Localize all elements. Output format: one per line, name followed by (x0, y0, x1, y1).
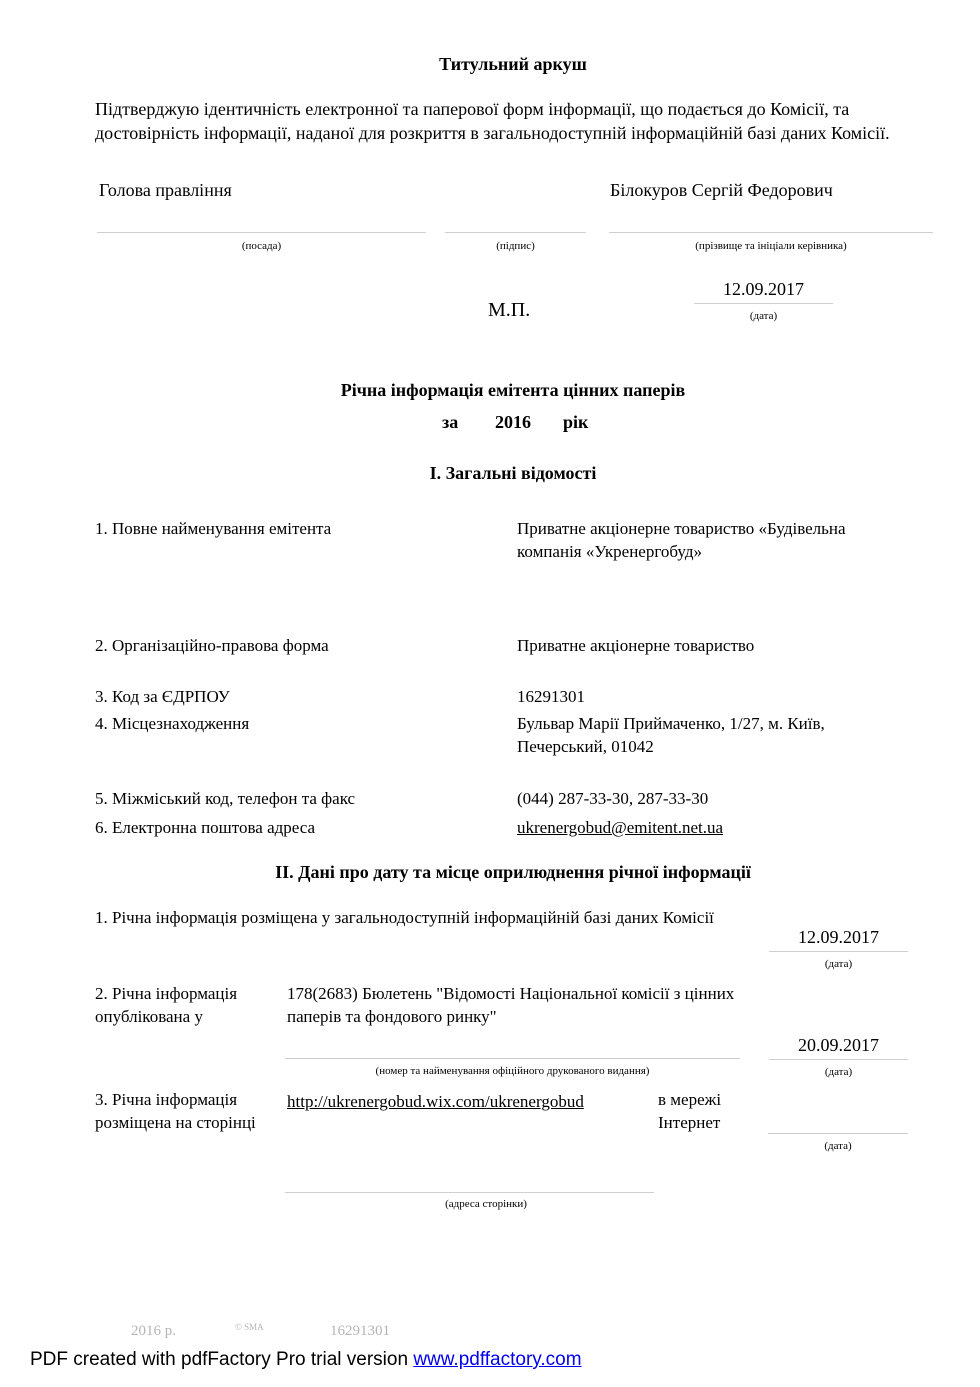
item3-caption: (адреса сторінки) (445, 1198, 527, 1210)
item2-date: 20.09.2017 (798, 1035, 879, 1055)
pdffactory-text: PDF created with pdfFactory Pro trial version (30, 1349, 414, 1370)
row1-value: Приватне акціонерне товариство «Будівельна компанія «Укренергобуд» (517, 519, 846, 561)
report-title: Річна інформація емітента цінних паперів (340, 380, 686, 400)
row1-label: 1. Повне найменування емітента (95, 519, 332, 538)
row2-label: 2. Організаційно-правова форма (95, 636, 329, 655)
row2-value: Приватне акціонерне товариство (517, 636, 755, 655)
position-line (97, 232, 426, 233)
item3-date-line (768, 1133, 908, 1134)
manager-position: Голова правління (99, 180, 232, 200)
section2-heading: II. Дані про дату та місце оприлюднення річної інформації (275, 862, 751, 882)
email-link[interactable]: ukrenergobud@emitent.net.ua (517, 818, 724, 837)
item3-label: 3. Річна інформація розміщена на сторінці (95, 1090, 256, 1132)
item1-label: 1. Річна інформація розміщена у загальнодоступній інформаційній базі даних Комісії (95, 908, 714, 927)
signing-date-line (694, 303, 833, 304)
footer-code: 16291301 (330, 1323, 390, 1339)
item3-suffix: в мережі Інтернет (658, 1090, 722, 1132)
row3-label: 3. Код за ЄДРПОУ (95, 687, 230, 706)
footer-sma: © SMA (235, 1322, 264, 1332)
row5-label: 5. Міжміський код, телефон та факс (95, 789, 356, 808)
item1-date-line (769, 951, 908, 952)
caption-name: (прізвище та ініціали керівника) (695, 240, 847, 252)
row5-value: (044) 287-33-30, 287-33-30 (517, 789, 709, 808)
report-year: 2016 (495, 412, 531, 432)
item2-line (285, 1058, 740, 1059)
row4-value: Бульвар Марії Приймаченко, 1/27, м. Київ, Печерський, 01042 (517, 714, 825, 756)
report-for-label: за (442, 412, 459, 432)
manager-name: Білокуров Сергій Федорович (610, 180, 833, 200)
signature-line (445, 232, 586, 233)
caption-position: (посада) (241, 240, 282, 252)
name-line (609, 232, 933, 233)
item1-date-caption: (дата) (824, 958, 853, 970)
seal-mark: М.П. (488, 299, 531, 321)
signing-date: 12.09.2017 (723, 279, 804, 299)
pdffactory-banner (30, 1348, 582, 1372)
footer-year: 2016 р. (131, 1323, 176, 1339)
item2-date-line (769, 1059, 908, 1060)
caption-signing-date: (дата) (749, 310, 778, 322)
caption-signature: (підпис) (496, 240, 535, 252)
report-year-suffix: рік (563, 412, 589, 432)
title-sheet-heading: Титульний аркуш (439, 54, 587, 74)
item2-caption: (номер та найменування офіційного друкованого видання) (375, 1065, 650, 1077)
row6-label: 6. Електронна поштова адреса (95, 818, 316, 837)
item3-date-caption: (дата) (824, 1140, 852, 1152)
item1-date: 12.09.2017 (798, 927, 879, 947)
item3-line (285, 1192, 654, 1193)
section1-heading: I. Загальні відомості (429, 463, 597, 483)
item3-url[interactable]: http://ukrenergobud.wix.com/ukrenergobud (287, 1092, 584, 1111)
item2-value: 178(2683) Бюлетень "Відомості Національної комісії з цінних паперів та фондового ринку" (287, 984, 735, 1026)
row4-label: 4. Місцезнаходження (95, 714, 250, 733)
row3-value: 16291301 (517, 687, 585, 706)
item2-date-caption: (дата) (824, 1066, 853, 1078)
confirmation-text: Підтверджую ідентичність електронної та паперової форм інформації, що подається до Комісії, та достовірність інформації, наданої для розкриття в загальнодоступній інформаційній базі даних Комісії. (95, 99, 890, 143)
pdffactory-link[interactable]: www.pdffactory.com (413, 1349, 582, 1370)
item2-label: 2. Річна інформація опублікована у (95, 984, 238, 1026)
